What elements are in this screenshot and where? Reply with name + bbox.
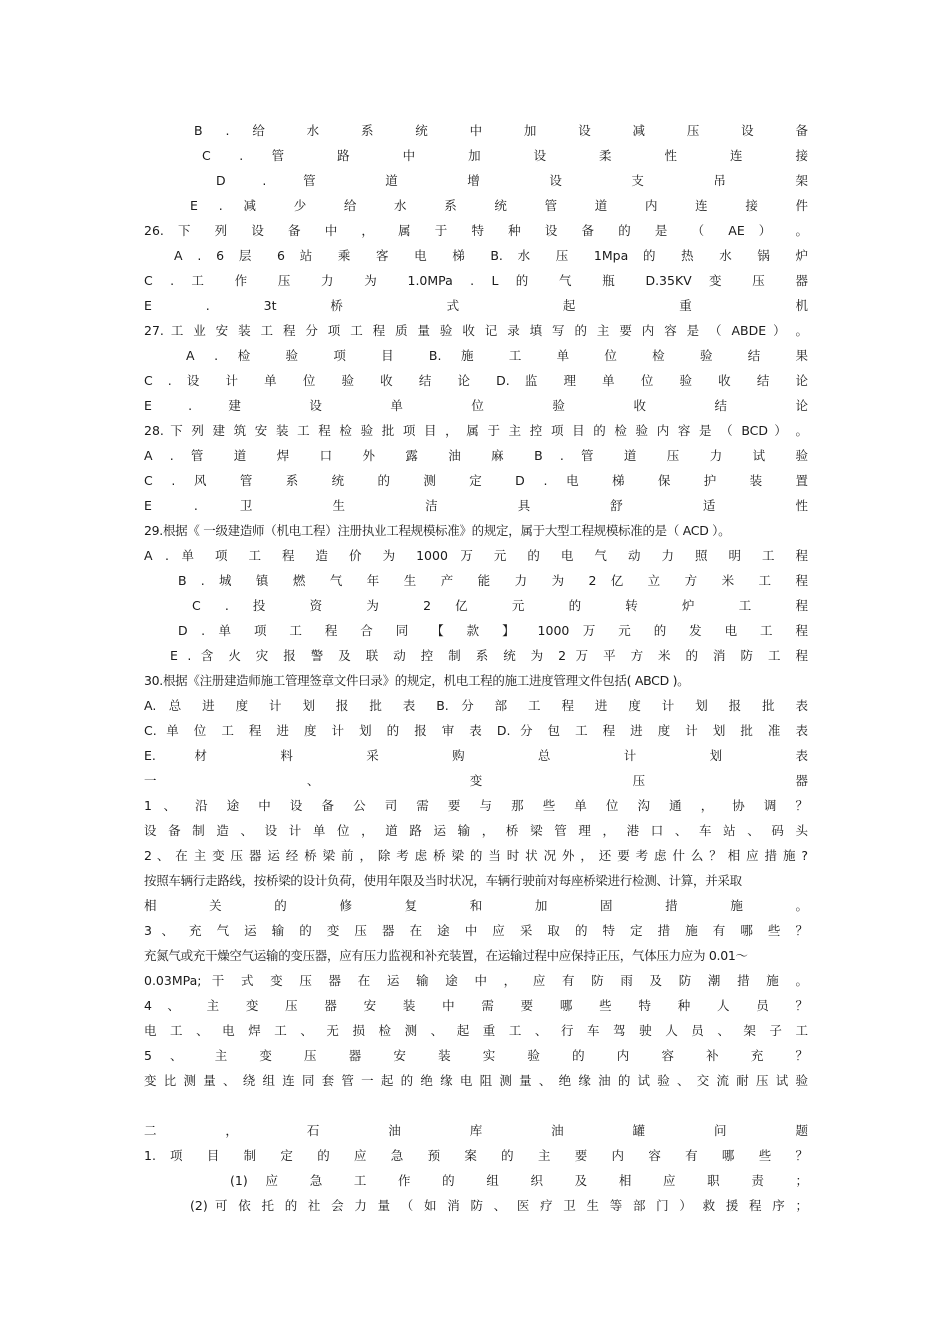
text-line: B . 城 镇 燃 气 年 生 产 能 力 为 2 亿 立 方 米 工 程 <box>178 573 808 588</box>
text-line: E . 3t 桥 式 起 重 机 <box>144 298 808 313</box>
text-line: A. 总 进 度 计 划 报 批 表 B. 分 部 工 程 进 度 计 划 报 批 表 <box>144 698 808 713</box>
text-line: E . 减 少 给 水 系 统 管 道 内 连 接 件 <box>190 198 808 213</box>
text-line: 变 比 测 量 、 绕 组 连 同 套 管 一 起 的 绝 缘 电 阻 测 量 、 绝 缘 油 的 试 验 、 交 流 耐 压 试 验 <box>144 1073 808 1088</box>
text-line: 30.根据《注册建造师施工管理签章文件曰录》的规定，机电工程的施工进度管理文件包括( ABCD )。 <box>144 673 690 688</box>
text-line: 1. 项 目 制 定 的 应 急 预 案 的 主 要 内 容 有 哪 些 ？ <box>144 1148 808 1163</box>
text-line: E . 建 设 单 位 验 收 结 论 <box>144 398 808 413</box>
text-line: 0.03MPa; 干 式 变 压 器 在 运 输 途 中 ， 应 有 防 雨 及 防 潮 措 施 。 <box>144 973 808 988</box>
text-line: 29.根据《 一级建造师（机电工程）注册执业工程规模标准》的规定，属于大型工程规模标准的是（ ACD ）。 <box>144 523 731 538</box>
text-line: A . 检 验 项 目 B. 施 工 单 位 检 验 结 果 <box>186 348 808 363</box>
text-line: 3 、 充 气 运 输 的 变 压 器 在 途 中 应 采 取 的 特 定 措 施 有 哪 些 ？ <box>144 923 808 938</box>
text-line: 相 关 的 修 复 和 加 固 措 施 。 <box>144 898 808 913</box>
text-line: E. 材 料 采 购 总 计 划 表 <box>144 748 808 763</box>
text-line: (1) 应 急 工 作 的 组 织 及 相 应 职 责 ； <box>230 1173 808 1188</box>
text-line: 26. 下 列 设 备 中 ， 属 于 特 种 设 备 的 是 （ AE ） 。 <box>144 223 808 238</box>
text-line: 充氮气或充干燥空气运输的变压器，应有压力监视和补充装置，在运输过程中应保持正压，气体压力应为 0.01～ <box>144 948 748 963</box>
text-line: 27. 工 业 安 装 工 程 分 项 工 程 质 量 验 收 记 录 填 写 的 主 要 内 容 是 （ ABDE ） 。 <box>144 323 808 338</box>
text-line: A . 6 层 6 站 乘 客 电 梯 B. 水 压 1Mpa 的 热 水 锅 炉 <box>174 248 808 263</box>
text-line: 二 ， 石 油 库 油 罐 问 题 <box>144 1123 808 1138</box>
text-line: A . 管 道 焊 口 外 露 油 麻 B . 管 道 压 力 试 验 <box>144 448 808 463</box>
text-line: D . 管 道 增 设 支 吊 架 <box>216 173 808 188</box>
text-line: C . 工 作 压 力 为 1.0MPa . L 的 气 瓶 D.35KV 变 压 器 <box>144 273 808 288</box>
text-line: 一 、 变 压 器 <box>144 773 808 788</box>
text-line: D . 单 项 工 程 合 同 【 款 】 1000 万 元 的 发 电 工 程 <box>178 623 808 638</box>
text-line: 2 、 在 主 变 压 器 运 经 桥 梁 前 ， 除 考 虑 桥 梁 的 当 时 状 况 外 ， 还 要 考 虑 什 么 ？ 相 应 措 施 ? <box>144 848 808 863</box>
text-line: 28. 下 列 建 筑 安 装 工 程 检 验 批 项 目 ， 属 于 主 控 项 目 的 检 验 内 容 是 （ BCD ） 。 <box>144 423 808 438</box>
text-line: E . 卫 生 洁 具 舒 适 性 <box>144 498 808 513</box>
text-line: (2) 可 依 托 的 社 会 力 量 （ 如 消 防 、 医 疗 卫 生 等 部 门 ） 救 援 程 序 ； <box>190 1198 808 1213</box>
text-line: A . 单 项 工 程 造 价 为 1000 万 元 的 电 气 动 力 照 明 工 程 <box>144 548 808 563</box>
text-line: 1 、 沿 途 中 设 备 公 司 需 要 与 那 些 单 位 沟 通 ， 协 调 ？ <box>144 798 808 813</box>
text-line: 5 、 主 变 压 器 安 装 实 验 的 内 容 补 充 ？ <box>144 1048 808 1063</box>
text-line: 设 备 制 造 、 设 计 单 位 ， 道 路 运 输 ， 桥 梁 管 理 ， 港 口 、 车 站 、 码 头 <box>144 823 808 838</box>
text-line: E . 含 火 灾 报 警 及 联 动 控 制 系 统 为 2 万 平 方 米 的 消 防 工 程 <box>170 648 808 663</box>
text-line: C . 投 资 为 2 亿 元 的 转 炉 工 程 <box>192 598 808 613</box>
text-line: C . 风 管 系 统 的 测 定 D . 电 梯 保 护 装 置 <box>144 473 808 488</box>
text-line: 按照车辆行走路线，按桥梁的设计负荷，使用年限及当时状况，车辆行驶前对每座桥梁进行检测、计算，并采取 <box>144 873 742 888</box>
text-line: C . 管 路 中 加 设 柔 性 连 接 <box>202 148 808 163</box>
text-line: C . 设 计 单 位 验 收 结 论 D. 监 理 单 位 验 收 结 论 <box>144 373 808 388</box>
text-line: C. 单 位 工 程 进 度 计 划 的 报 审 表 D. 分 包 工 程 进 度 计 划 批 准 表 <box>144 723 808 738</box>
text-line: B . 给 水 系 统 中 加 设 减 压 设 备 <box>194 123 808 138</box>
text-line: 4 、 主 变 压 器 安 装 中 需 要 哪 些 特 种 人 员 ？ <box>144 998 808 1013</box>
text-line: 电 工 、 电 焊 工 、 无 损 检 测 、 起 重 工 、 行 车 驾 驶 人 员 、 架 子 工 <box>144 1023 808 1038</box>
